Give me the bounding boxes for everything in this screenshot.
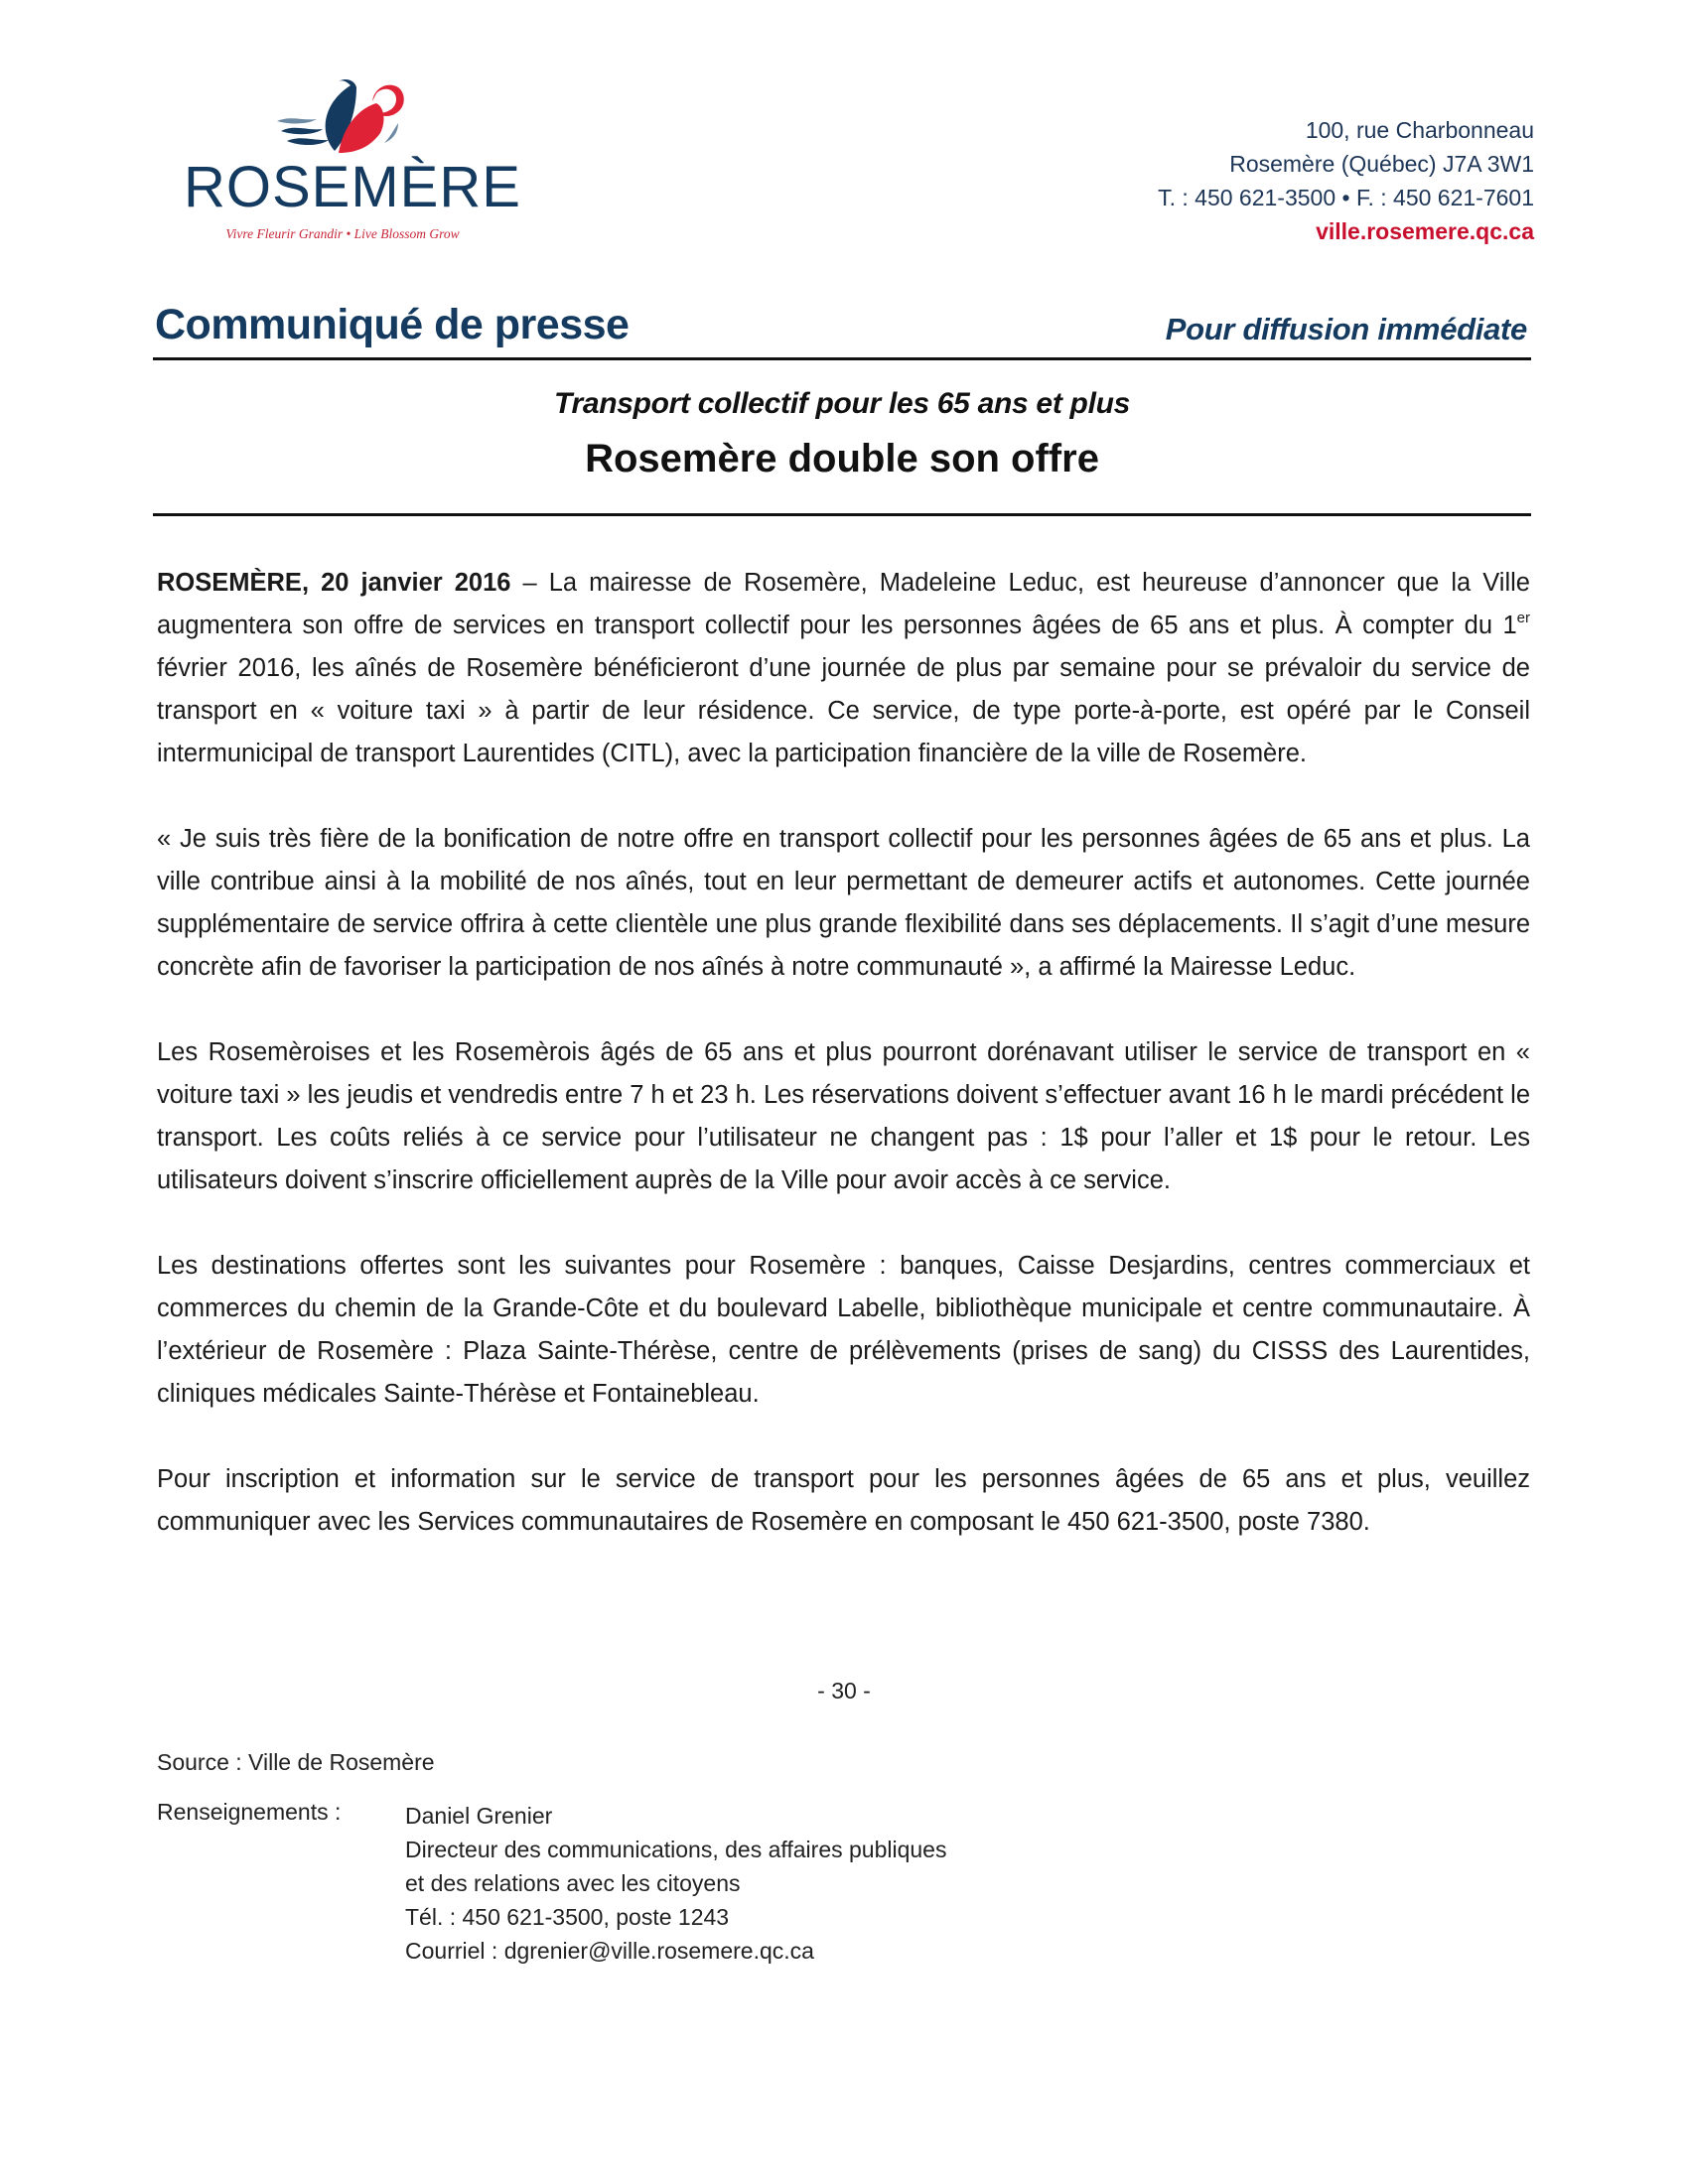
headline: Rosemère double son offre [585,437,1099,480]
paragraph-5: Pour inscription et information sur le service de transport pour les personnes âgées de 65 ans et plus, veuillez communiquer avec les Services communautaires de Rosemère en composant le 450 621-3500, poste 7380. [157,1465,1530,1536]
press-release-title: Communiqué de presse [155,301,630,348]
address-block [1158,113,1534,248]
contact-title-line-2: et des relations avec les citoyens [405,1870,741,1896]
paragraph-1-text-a: – La mairesse de Rosemère, Madeleine Leduc, est heureuse d’annoncer que la Ville augmentera son offre de services en transport collectif pour les personnes âgées de 65 ans et plus. À compter du 1 [157,569,1530,639]
contact-title-line-1: Directeur des communications, des affaires publiques [405,1837,947,1862]
paragraph-1 [157,562,1530,775]
end-marker: - 30 - [817,1678,871,1704]
logo-wordmark: ROSEMÈRE [184,155,521,219]
rosemere-logo [184,77,521,251]
press-body [157,562,1530,1586]
paragraph-1-text-b: février 2016, les aînés de Rosemère bénéficieront d’une journée de plus par semaine pour se prévaloir du service de transport en « voiture taxi » à partir de leur résidence. Ce service, de type porte-à-porte, est opéré par le Conseil intermunicipal de transport Laurentides (CITL), avec la participation financière de la ville de Rosemère. [157,654,1530,767]
logo-tagline: Vivre Fleurir Grandir • Live Blossom Grow [225,226,460,241]
subtitle: Transport collectif pour les 65 ans et plus [553,387,1131,420]
title-divider [153,513,1531,516]
logo-emblem-icon [273,77,412,159]
release-type: Pour diffusion immédiate [1165,312,1527,346]
paragraph-2: « Je suis très fière de la bonification de notre offre en transport collectif pour les personnes âgées de 65 ans et plus. La ville contribue ainsi à la mobilité de nos aînés, tout en leur permettant de demeurer actifs et autonomes. Cette journée supplémentaire de service offrira à cette clientèle une plus grande flexibilité dans ses déplacements. Il s’agit d’une mesure concrète afin de favoriser la participation de nos aînés à notre communauté », a affirmé la Mairesse Leduc. [157,825,1530,981]
address-phones: T. : 450 621-3500 • F. : 450 621-7601 [1158,185,1534,210]
header-divider [153,357,1531,360]
contact-email[interactable]: Courriel : dgrenier@ville.rosemere.qc.ca [405,1938,814,1964]
contact-info [405,1799,946,1968]
contact-name: Daniel Grenier [405,1803,553,1829]
address-city: Rosemère (Québec) J7A 3W1 [1229,151,1534,177]
contact-phone: Tél. : 450 621-3500, poste 1243 [405,1904,730,1930]
paragraph-3: Les Rosemèroises et les Rosemèrois âgés de 65 ans et plus pourront dorénavant utiliser le service de transport en « voiture taxi » les jeudis et vendredis entre 7 h et 23 h. Les réservations doivent s’effectuer avant 16 h le mardi précédent le transport. Les coûts reliés à ce service pour l’utilisateur ne changent pas : 1$ pour l’aller et 1$ pour le retour. Les utilisateurs doivent s’inscrire officiellement auprès de la Ville pour avoir accès à ce service. [157,1038,1531,1194]
address-street: 100, rue Charbonneau [1305,117,1534,143]
paragraph-4: Les destinations offertes sont les suivantes pour Rosemère : banques, Caisse Desjardins, centres commerciaux et commerces du chemin de la Grande-Côte et du boulevard Labelle, bibliothèque municipale et centre communautaire. À l’extérieur de Rosemère : Plaza Sainte-Thérèse, centre de prélèvements (prises de sang) du CISSS des Laurentides, cliniques médicales Sainte-Thérèse et Fontainebleau. [157,1252,1530,1408]
website-link[interactable]: ville.rosemere.qc.ca [1316,218,1534,244]
contact-label: Renseignements : [157,1799,342,1825]
ordinal-suffix: er [1516,610,1530,626]
dateline: ROSEMÈRE, 20 janvier 2016 [157,569,511,597]
source-line: Source : Ville de Rosemère [157,1749,435,1775]
